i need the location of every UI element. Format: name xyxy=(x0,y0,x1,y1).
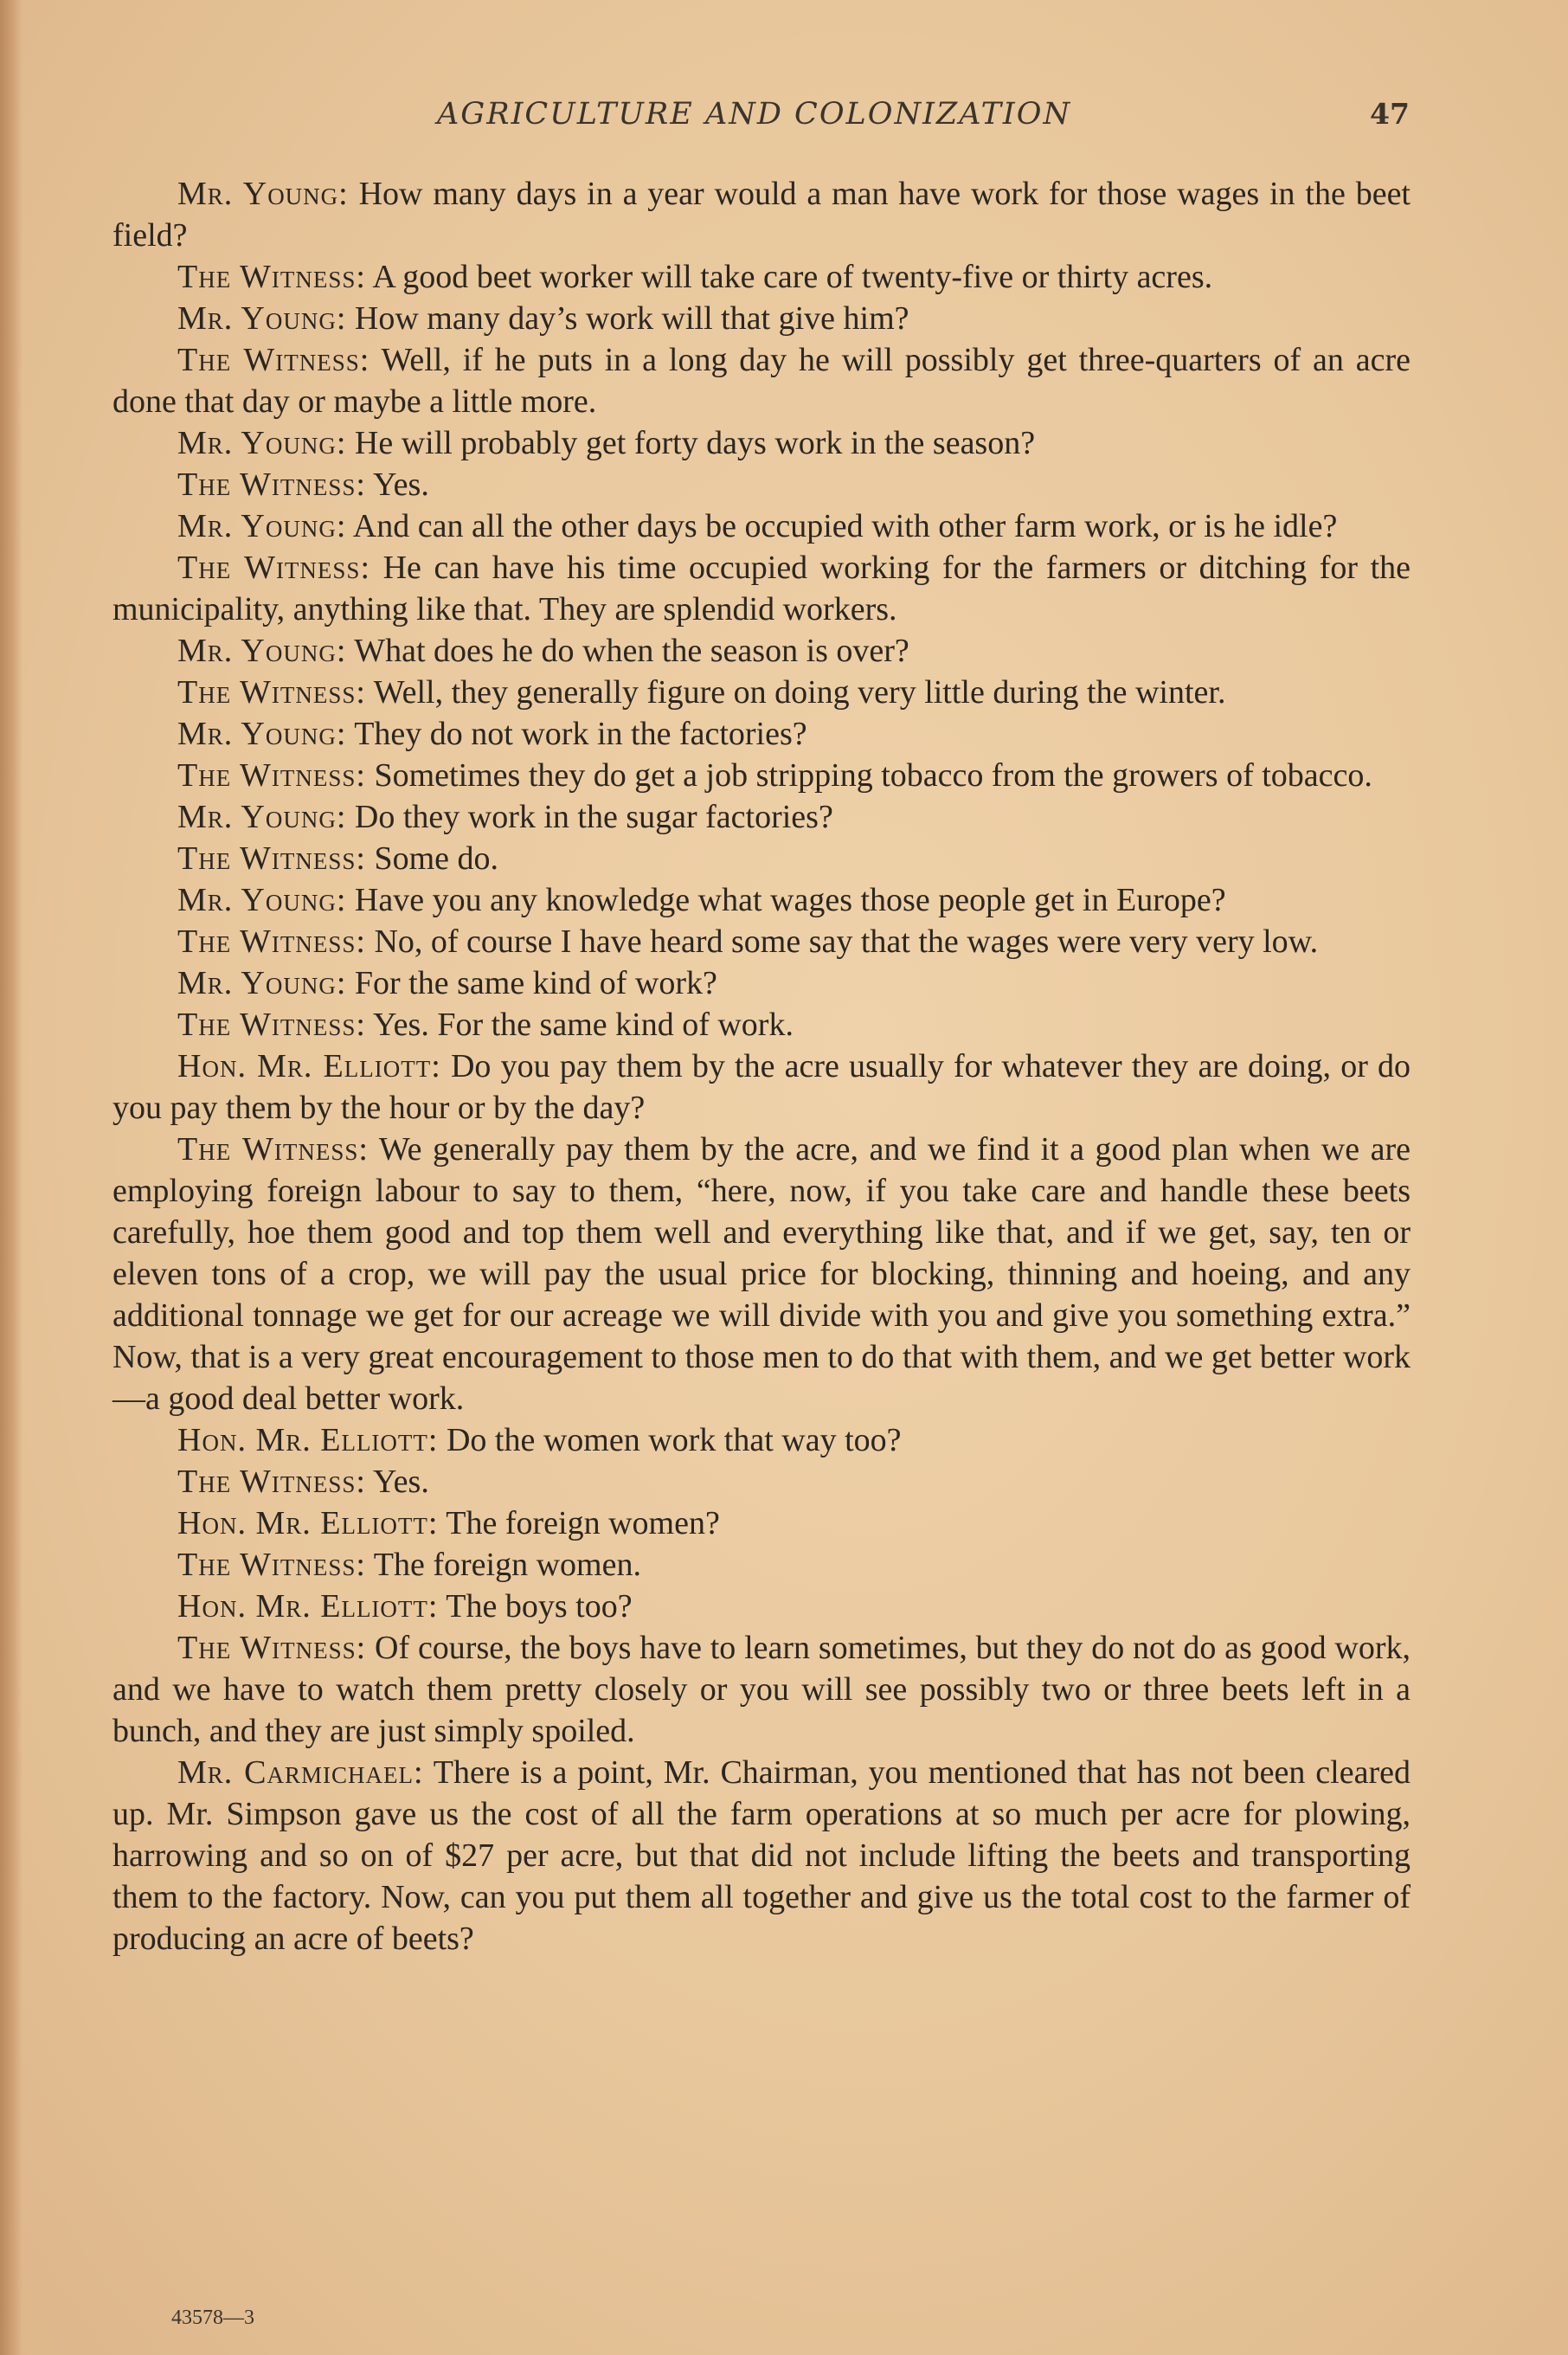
speaker-name: Mr. Young: xyxy=(177,425,347,461)
transcript-paragraph xyxy=(112,298,1411,339)
speaker-name: The Witness: xyxy=(177,674,366,711)
speaker-name: Hon. Mr. Elliott: xyxy=(177,1048,441,1084)
paragraph-text: How many days in a year would a man have work for those wages in the beet field? xyxy=(112,176,1411,254)
speaker-name: Mr. Young: xyxy=(177,799,347,835)
transcript-paragraph xyxy=(112,1129,1411,1419)
paragraph-text: Sometimes they do get a job stripping tobacco from the growers of tobacco. xyxy=(374,757,1372,794)
transcript-paragraph xyxy=(112,505,1411,547)
page-number: 47 xyxy=(1370,97,1410,131)
speaker-name: The Witness: xyxy=(177,259,366,295)
transcript-paragraph xyxy=(112,1461,1411,1502)
transcript-paragraph xyxy=(112,1627,1411,1752)
transcript-paragraph xyxy=(112,962,1411,1004)
paragraph-text: Do they work in the sugar factories? xyxy=(354,799,833,835)
transcript-paragraph xyxy=(112,422,1411,464)
paragraph-text: Of course, the boys have to learn sometimes, but they do not do as good work, and we have to watch them pretty closely or you will see possibly two or three beets left in a bunch, and they are just simply spoiled. xyxy=(112,1630,1411,1749)
transcript-paragraph xyxy=(112,464,1411,505)
transcript-paragraph xyxy=(112,838,1411,879)
speaker-name: The Witness: xyxy=(177,1131,369,1168)
speaker-name: Mr. Young: xyxy=(177,716,347,752)
transcript-paragraph xyxy=(112,256,1411,298)
speaker-name: Hon. Mr. Elliott: xyxy=(177,1505,439,1541)
paragraph-text: The foreign women? xyxy=(446,1505,720,1541)
transcript-paragraph xyxy=(112,339,1411,422)
paragraph-text: Some do. xyxy=(374,840,499,877)
paragraph-text: And can all the other days be occupied with other farm work, or is he idle? xyxy=(352,508,1338,544)
speaker-name: Mr. Young: xyxy=(177,633,347,669)
transcript-paragraph xyxy=(112,547,1411,630)
speaker-name: The Witness: xyxy=(177,923,366,960)
transcript-paragraph xyxy=(112,713,1411,755)
speaker-name: Hon. Mr. Elliott: xyxy=(177,1588,439,1625)
transcript-body xyxy=(112,173,1411,1959)
transcript-paragraph xyxy=(112,1544,1411,1586)
speaker-name: Mr. Young: xyxy=(177,176,349,212)
paragraph-text: They do not work in the factories? xyxy=(354,716,807,752)
speaker-name: Mr. Young: xyxy=(177,965,347,1001)
transcript-paragraph xyxy=(112,921,1411,962)
paragraph-text: Do the women work that way too? xyxy=(446,1422,902,1458)
speaker-name: Hon. Mr. Elliott: xyxy=(177,1422,439,1458)
speaker-name: The Witness: xyxy=(177,1630,367,1666)
transcript-paragraph xyxy=(112,1046,1411,1129)
paragraph-text: We generally pay them by the acre, and we find it a good plan when we are employing foreign labour to say to them, “here, now, if you take care and handle these beets carefully, hoe them good and top them well and everything like that, and if we get, say, ten or eleven tons of a crop, we will pay the usual price for blocking, thinning and hoeing, and any additional tonnage we get for our acreage we will divide with you and give you something extra.” Now, that is a very great encouragement to those men to do that with them, and we get better work—a good deal better work. xyxy=(112,1131,1411,1417)
paragraph-text: The boys too? xyxy=(446,1588,633,1625)
speaker-name: Mr. Young: xyxy=(177,508,347,544)
transcript-paragraph xyxy=(112,1752,1411,1959)
transcript-paragraph xyxy=(112,1586,1411,1627)
paragraph-text: What does he do when the season is over? xyxy=(354,633,909,669)
speaker-name: The Witness: xyxy=(177,840,366,877)
page-binding-edge xyxy=(0,0,22,2355)
printer-signature-mark: 43578—3 xyxy=(171,2307,254,2329)
paragraph-text: Yes. xyxy=(373,466,429,503)
speaker-name: Mr. Young: xyxy=(177,882,347,918)
transcript-paragraph xyxy=(112,630,1411,672)
paragraph-text: Do you pay them by the acre usually for whatever they are doing, or do you pay them by the hour or by the day? xyxy=(112,1048,1411,1126)
speaker-name: The Witness: xyxy=(177,1547,366,1583)
paragraph-text: Yes. xyxy=(373,1464,429,1500)
paragraph-text: He can have his time occupied working for the farmers or ditching for the municipality, anything like that. They are splendid workers. xyxy=(112,550,1411,627)
paragraph-text: Yes. For the same kind of work. xyxy=(373,1007,794,1043)
transcript-paragraph xyxy=(112,879,1411,921)
speaker-name: The Witness: xyxy=(177,342,370,378)
paragraph-text: A good beet worker will take care of twenty-five or thirty acres. xyxy=(372,259,1213,295)
speaker-name: The Witness: xyxy=(177,1464,366,1500)
transcript-paragraph xyxy=(112,755,1411,796)
speaker-name: The Witness: xyxy=(177,550,371,586)
transcript-paragraph xyxy=(112,672,1411,713)
paragraph-text: No, of course I have heard some say that the wages were very very low. xyxy=(374,923,1319,960)
transcript-paragraph xyxy=(112,796,1411,838)
transcript-paragraph xyxy=(112,173,1411,256)
paragraph-text: Have you any knowledge what wages those people get in Europe? xyxy=(354,882,1226,918)
paragraph-text: There is a point, Mr. Chairman, you mentioned that has not been cleared up. Mr. Simpson gave us the cost of all the farm operations at so much per acre for plowing, harrowing and so on of $27 per acre, but that did not include lifting the beets and transporting them to the factory. Now, can you put them all together and give us the total cost to the farmer of producing an acre of beets? xyxy=(112,1754,1411,1957)
paragraph-text: Well, if he puts in a long day he will possibly get three-quarters of an acre done that day or maybe a little more. xyxy=(112,342,1411,420)
paragraph-text: He will probably get forty days work in the season? xyxy=(354,425,1036,461)
paragraph-text: For the same kind of work? xyxy=(354,965,717,1001)
speaker-name: The Witness: xyxy=(177,1007,366,1043)
speaker-name: Mr. Carmichael: xyxy=(177,1754,424,1791)
transcript-paragraph xyxy=(112,1419,1411,1461)
transcript-paragraph xyxy=(112,1502,1411,1544)
paragraph-text: Well, they generally figure on doing very little during the winter. xyxy=(373,674,1226,711)
speaker-name: The Witness: xyxy=(177,466,366,503)
page-header xyxy=(0,97,1568,149)
running-title: AGRICULTURE AND COLONIZATION xyxy=(437,97,1072,132)
paragraph-text: The foreign women. xyxy=(373,1547,641,1583)
transcript-paragraph xyxy=(112,1004,1411,1046)
paragraph-text: How many day’s work will that give him? xyxy=(354,300,909,337)
speaker-name: The Witness: xyxy=(177,757,366,794)
speaker-name: Mr. Young: xyxy=(177,300,347,337)
